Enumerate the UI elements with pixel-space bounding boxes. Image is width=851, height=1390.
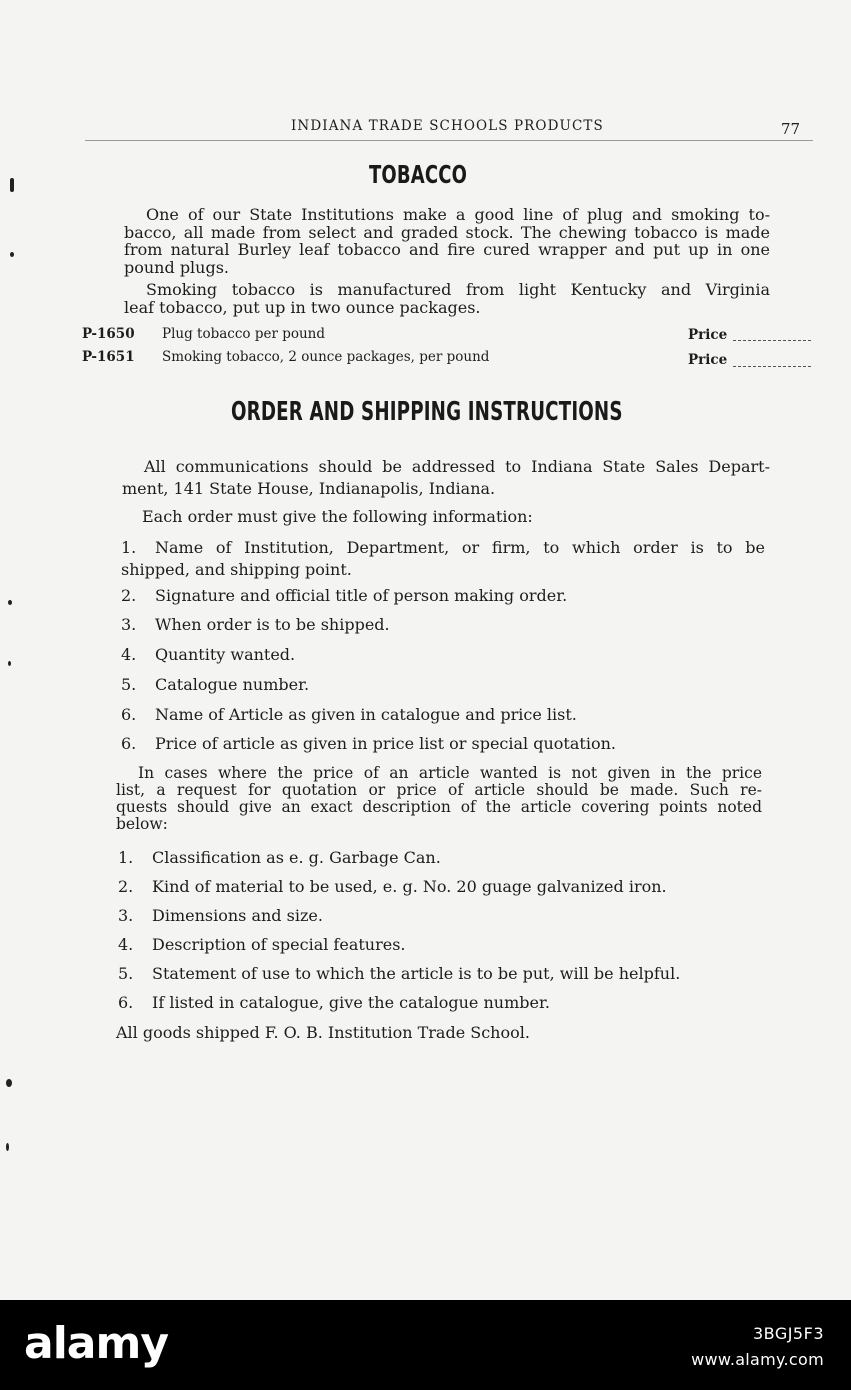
closing-line: All goods shipped F. O. B. Institution Trade School. xyxy=(116,1023,530,1042)
item-code: P-1651 xyxy=(82,349,135,365)
list-text: Name of Institution, Department, or firm, to which order is to be xyxy=(155,538,765,557)
text-line: leaf tobacco, put up in two ounce packages. xyxy=(124,297,481,317)
scan-speck xyxy=(6,1143,9,1151)
list-number: 1. xyxy=(121,538,137,557)
list-text: Signature and official title of person making order. xyxy=(155,586,568,605)
watermark-image-id: 3BGJ5F3 xyxy=(752,1324,824,1343)
list-text: If listed in catalogue, give the catalogue number. xyxy=(152,993,550,1012)
list-number: 1. xyxy=(118,848,134,867)
list-text: Dimensions and size. xyxy=(152,906,323,925)
text-line: pound plugs. xyxy=(124,257,230,277)
scan-speck xyxy=(6,1079,12,1087)
order-info-list xyxy=(121,538,771,760)
list-item xyxy=(118,935,768,964)
price-item-row xyxy=(82,349,812,369)
text-line: All communications should be addressed to Indiana State Sales Depart- xyxy=(144,457,770,476)
list-number: 6. xyxy=(121,734,137,753)
list-text: When order is to be shipped. xyxy=(155,615,390,634)
text-line: quests should give an exact description of the article covering points noted xyxy=(116,798,762,816)
scan-speck xyxy=(10,252,14,257)
text-line: below: xyxy=(116,815,168,833)
list-number: 6. xyxy=(118,993,134,1012)
address-paragraph xyxy=(122,456,770,500)
list-number: 4. xyxy=(118,935,134,954)
list-text: Kind of material to be used, e. g. No. 20 guage galvanized iron. xyxy=(152,877,667,896)
price-blank-line xyxy=(733,340,811,341)
price-blank-line xyxy=(733,366,811,367)
list-text: Description of special features. xyxy=(152,935,406,954)
price-label: Price xyxy=(688,352,728,368)
list-text: Quantity wanted. xyxy=(155,645,296,664)
text-line: from natural Burley leaf tobacco and fire cured wrapper and put up in one xyxy=(124,240,770,259)
list-item xyxy=(118,906,768,935)
list-item xyxy=(121,675,771,705)
list-number: 6. xyxy=(121,705,137,724)
running-header xyxy=(85,116,813,141)
watermark-url: www.alamy.com xyxy=(691,1350,824,1369)
list-item xyxy=(121,705,771,734)
list-text: shipped, and shipping point. xyxy=(121,560,352,579)
list-text: Statement of use to which the article is to be put, will be helpful. xyxy=(152,964,681,983)
list-item xyxy=(121,586,771,615)
text-line: list, a request for quotation or price of article should be made. Such re- xyxy=(116,781,762,799)
list-item xyxy=(118,964,768,993)
list-text: Name of Article as given in catalogue and price list. xyxy=(155,705,577,724)
list-number: 2. xyxy=(121,586,137,605)
text-line: ment, 141 State House, Indianapolis, Indiana. xyxy=(122,479,496,498)
text-line: bacco, all made from select and graded stock. The chewing tobacco is made xyxy=(124,222,770,242)
scan-speck xyxy=(8,661,11,666)
list-number: 3. xyxy=(118,906,134,925)
list-number: 2. xyxy=(118,877,134,896)
text-line: One of our State Institutions make a good line of plug and smoking to- xyxy=(146,205,770,224)
watermark-brand-logo: alamy xyxy=(24,1318,168,1369)
price-label: Price xyxy=(688,327,728,343)
tobacco-paragraph-1 xyxy=(124,206,770,276)
list-item xyxy=(118,848,768,877)
item-description: Plug tobacco per pound xyxy=(162,326,325,342)
watermark-banner xyxy=(0,1300,851,1390)
scan-speck xyxy=(10,178,14,192)
price-item-row xyxy=(82,326,812,346)
tobacco-heading: TOBACCO xyxy=(369,160,468,189)
item-code: P-1650 xyxy=(82,326,135,342)
list-text: Price of article as given in price list or special quotation. xyxy=(155,734,616,753)
page-number: 77 xyxy=(781,120,801,138)
text-line: Smoking tobacco is manufactured from light Kentucky and Virginia xyxy=(146,280,770,299)
list-item xyxy=(118,877,768,906)
tobacco-paragraph-2 xyxy=(124,281,770,316)
list-number: 4. xyxy=(121,645,137,664)
text-line: In cases where the price of an article wanted is not given in the price xyxy=(138,764,762,782)
list-text: Classification as e. g. Garbage Can. xyxy=(152,848,441,867)
list-item xyxy=(121,615,771,645)
order-shipping-heading: ORDER AND SHIPPING INSTRUCTIONS xyxy=(231,397,623,427)
list-item xyxy=(121,734,771,760)
list-item xyxy=(121,538,771,560)
item-description: Smoking tobacco, 2 ounce packages, per pound xyxy=(162,349,490,365)
running-title: INDIANA TRADE SCHOOLS PRODUCTS xyxy=(291,118,604,134)
scan-speck xyxy=(8,600,12,605)
info-intro: Each order must give the following information: xyxy=(142,507,533,526)
quotation-paragraph xyxy=(116,765,762,833)
list-number: 3. xyxy=(121,615,137,634)
list-item-continuation xyxy=(121,560,771,586)
list-text: Catalogue number. xyxy=(155,675,310,694)
list-number: 5. xyxy=(118,964,134,983)
description-list xyxy=(118,848,768,1022)
list-number: 5. xyxy=(121,675,137,694)
list-item xyxy=(118,993,768,1022)
list-item xyxy=(121,645,771,675)
